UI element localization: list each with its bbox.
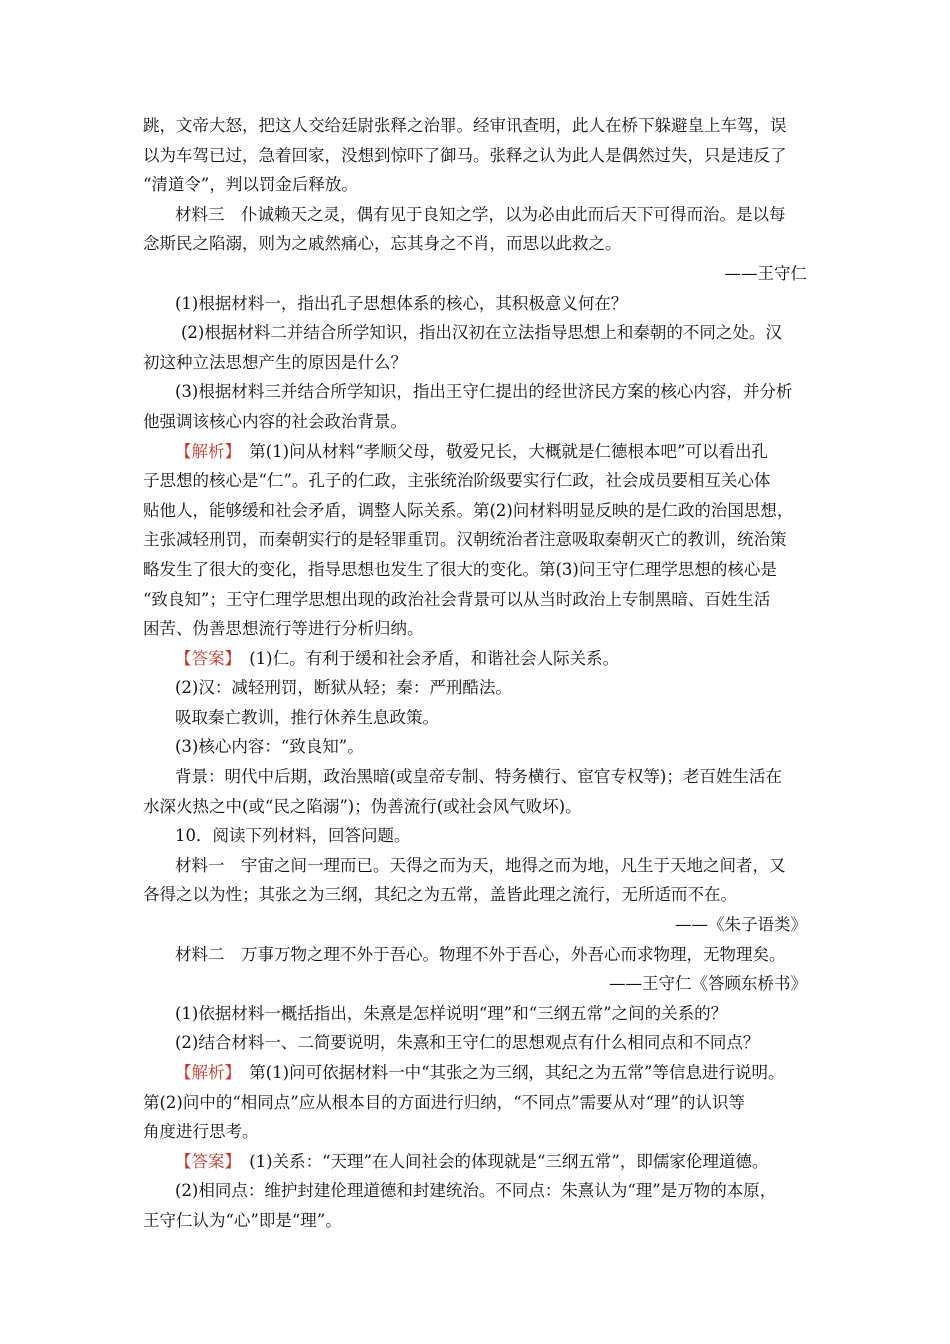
analysis-text: 第(1)问可依据材料一中“其张之为三纲，其纪之为五常”等信息进行说明。 (249, 1063, 785, 1082)
text-line: 他强调该核心内容的社会政治背景。 (143, 411, 407, 431)
analysis-tag: 【解析】 (175, 441, 233, 461)
text-line: 贴他人，能够缓和社会矛盾，调整人际关系。第(2)问材料明显反映的是仁政的治国思想， (143, 500, 794, 520)
analysis-tag: 【解析】 (175, 1063, 233, 1082)
answer-line: (3)核心内容：“致良知”。 (175, 737, 364, 757)
answer-text: (1)仁。有利于缓和社会矛盾，和谐社会人际关系。 (249, 648, 620, 668)
text-line: 初这种立法思想产生的原因是什么？ (143, 352, 407, 372)
text-line: “清道令”，判以罚金后释放。 (143, 175, 358, 195)
text-line: 第(2)问中的“相同点”应从根本目的方面进行归纳，“不同点”需要从对“理”的认识等 (143, 1092, 745, 1112)
material-one-line: 材料一 宇宙之间一理而已。天得之而为天，地得之而为地，凡生于天地之间者，又 (175, 855, 786, 875)
text-line: 水深火热之中(或“民之陷溺”)；伪善流行(或社会风气败坏)。 (143, 796, 582, 816)
text-line: 子思想的核心是“仁”。孔子的仁政，主张统治阶级要实行仁政，社会成员要相互关心体 (143, 471, 771, 491)
material-two-line: 材料二 万事万物之理不外于吾心。物理不外于吾心，外吾心而求物理，无物理矣。 (175, 944, 786, 964)
attribution: ——王守仁 (724, 263, 807, 283)
text-line: 主张减轻刑罚，而秦朝实行的是轻罪重罚。汉朝统治者注意吸取秦朝灭亡的教训，统治策 (143, 530, 787, 550)
document-body (143, 111, 817, 1236)
text-line: 念斯民之陷溺，则为之戚然痛心，忘其身之不肖，而思以此救之。 (143, 234, 622, 254)
answer-tag: 【答案】 (175, 1151, 233, 1171)
attribution: ——王守仁《答顾东桥书》 (609, 974, 807, 994)
question-line: (2)根据材料二并结合所学知识，指出汉初在立法指导思想上和秦朝的不同之处。汉 (181, 323, 782, 343)
text-line: 困苦、伪善思想流行等进行分析归纳。 (143, 619, 424, 639)
answer-line: (2)相同点：维护封建伦理道德和封建统治。不同点：朱熹认为“理”是万物的本原， (175, 1181, 777, 1201)
material-three-line: 材料三 仆诚赖天之灵，偶有见于良知之学，以为必由此而后天下可得而治。是以每 (175, 204, 786, 224)
analysis-line (143, 1058, 817, 1088)
text-line: “致良知”；王守仁理学思想出现的政治社会背景可以从当时政治上专制黑暗、百姓生活 (143, 589, 771, 609)
question-line: (1)根据材料一，指出孔子思想体系的核心，其积极意义何在？ (175, 293, 628, 313)
analysis-text: 第(1)问从材料“孝顺父母，敬爱兄长，大概就是仁德根本吧”可以看出孔 (249, 441, 768, 461)
answer-line: (2)汉：减轻刑罚，断狱从轻；秦：严刑酷法。 (175, 678, 512, 698)
answer-line (143, 1147, 817, 1177)
text-line: 角度进行思考。 (143, 1122, 259, 1142)
text-line: 跳，文帝大怒，把这人交给廷尉张释之治罪。经审讯查明，此人在桥下躲避皇上车驾，误 (143, 116, 787, 135)
answer-tag: 【答案】 (175, 648, 233, 668)
answer-line: 背景：明代中后期，政治黑暗(或皇帝专制、特务横行、宦官专权等)；老百姓生活在 (175, 767, 782, 787)
analysis-line (143, 437, 817, 467)
attribution: ——《朱子语类》 (675, 915, 807, 935)
answer-line (143, 644, 817, 674)
text-line: 以为车驾已过，急着回家，没想到惊吓了御马。张释之认为此人是偶然过失，只是违反了 (143, 145, 787, 165)
question-line: (1)依据材料一概括指出，朱熹是怎样说明“理”和“三纲五常”之间的关系的？ (175, 1003, 728, 1023)
question-heading: 10．阅读下列材料，回答问题。 (175, 826, 411, 846)
question-line: (2)结合材料一、二简要说明，朱熹和王守仁的思想观点有什么相同点和不同点？ (175, 1033, 760, 1053)
answer-line: 吸取秦亡教训，推行休养生息政策。 (175, 707, 439, 727)
text-line: 略发生了很大的变化，指导思想也发生了很大的变化。第(3)问王守仁理学思想的核心是 (143, 559, 777, 579)
text-line: 王守仁认为“心”即是“理”。 (143, 1210, 342, 1230)
text-line: 各得之以为性；其张之为三纲，其纪之为五常，盖皆此理之流行，无所适而不在。 (143, 885, 737, 905)
question-line: (3)根据材料三并结合所学知识，指出王守仁提出的经世济民方案的核心内容，并分析 (175, 382, 793, 402)
answer-text: (1)关系：“天理”在人间社会的体现就是“三纲五常”，即儒家伦理道德。 (249, 1151, 769, 1171)
